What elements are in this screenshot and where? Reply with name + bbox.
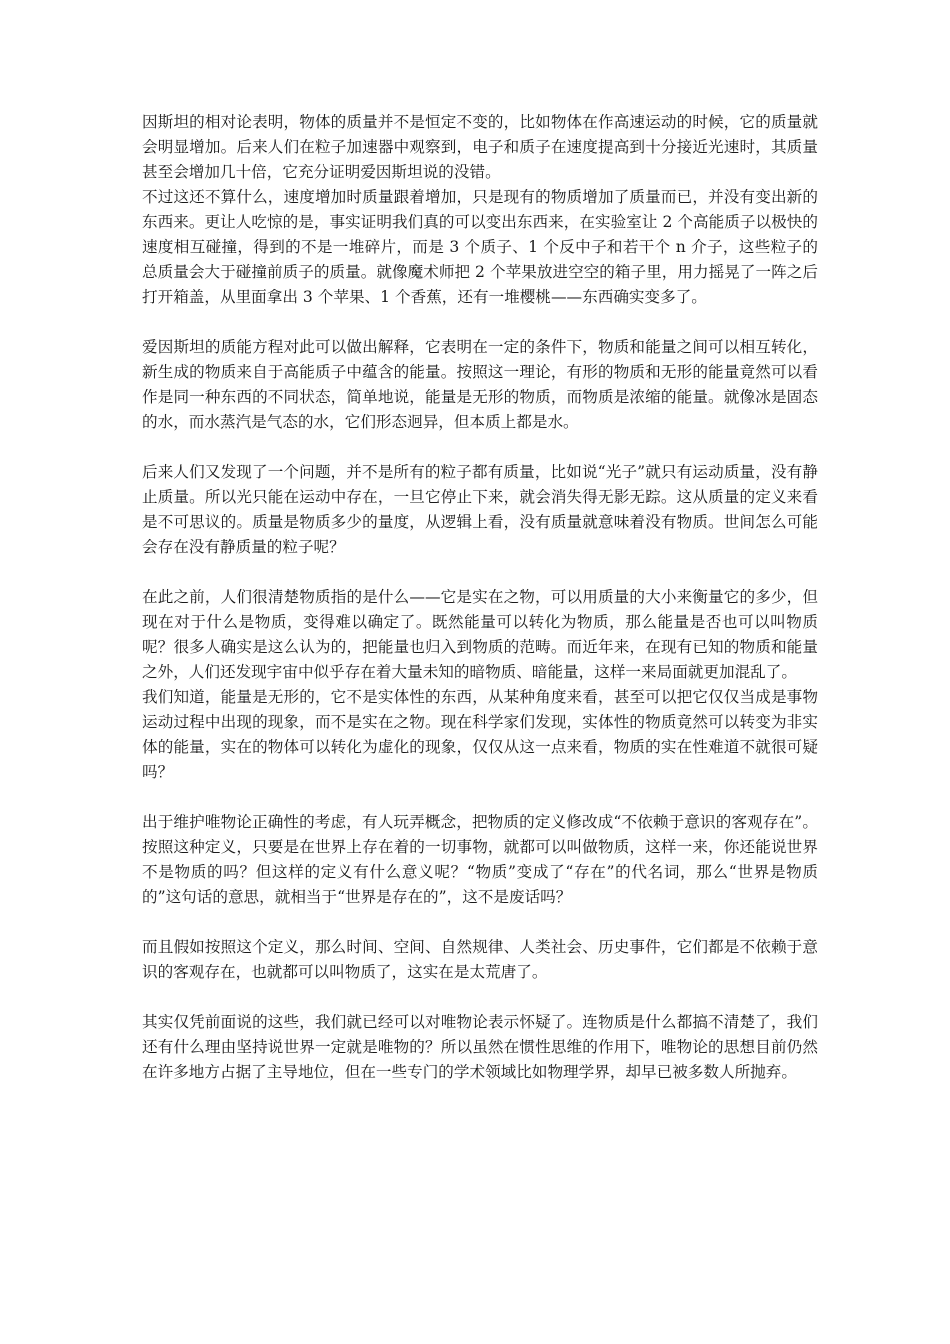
paragraph-spacer bbox=[142, 560, 818, 585]
paragraph-8: 而且假如按照这个定义，那么时间、空间、自然规律、人类社会、历史事件，它们都是不依赖于意识的客观存在，也就都可以叫物质了，这实在是太荒唐了。 bbox=[142, 938, 818, 981]
paragraph-spacer bbox=[142, 785, 818, 810]
paragraph-spacer bbox=[142, 910, 818, 935]
paragraph-6: 我们知道，能量是无形的，它不是实体性的东西，从某种角度来看，甚至可以把它仅仅当成是事物运动过程中出现的现象，而不是实在之物。现在科学家们发现，实体性的物质竟然可以转变为非实体的能量，实在的物体可以转化为虚化的现象，仅仅从这一点来看，物质的实在性难道不就很可疑吗？ bbox=[142, 688, 818, 781]
paragraph-spacer bbox=[142, 310, 818, 335]
paragraph-spacer bbox=[142, 435, 818, 460]
paragraph-3: 爱因斯坦的质能方程对此可以做出解释，它表明在一定的条件下，物质和能量之间可以相互转化，新生成的物质来自于高能质子中蕴含的能量。按照这一理论，有形的物质和无形的能量竟然可以看作是同一种东西的不同状态，简单地说，能量是无形的物质，而物质是浓缩的能量。就像冰是固态的水，而水蒸汽是气态的水，它们形态迥异，但本质上都是水。 bbox=[142, 338, 818, 431]
paragraph-4: 后来人们又发现了一个问题，并不是所有的粒子都有质量，比如说“光子”就只有运动质量，没有静止质量。所以光只能在运动中存在，一旦它停止下来，就会消失得无影无踪。这从质量的定义来看是不可思议的。质量是物质多少的量度，从逻辑上看，没有质量就意味着没有物质。世间怎么可能会存在没有静质量的粒子呢？ bbox=[142, 463, 818, 556]
paragraph-7: 出于维护唯物论正确性的考虑，有人玩弄概念，把物质的定义修改成“不依赖于意识的客观存在”。按照这种定义，只要是在世界上存在着的一切事物，就都可以叫做物质，这样一来，你还能说世界不是物质的吗？但这样的定义有什么意义呢？“物质”变成了“存在”的代名词，那么“世界是物质的”这句话的意思，就相当于“世界是存在的”，这不是废话吗？ bbox=[142, 813, 818, 906]
paragraph-9: 其实仅凭前面说的这些，我们就已经可以对唯物论表示怀疑了。连物质是什么都搞不清楚了，我们还有什么理由坚持说世界一定就是唯物的？所以虽然在惯性思维的作用下，唯物论的思想目前仍然在许多地方占据了主导地位，但在一些专门的学术领域比如物理学界，却早已被多数人所抛弃。 bbox=[142, 1013, 818, 1081]
paragraph-1: 因斯坦的相对论表明，物体的质量并不是恒定不变的，比如物体在作高速运动的时候，它的质量就会明显增加。后来人们在粒子加速器中观察到，电子和质子在速度提高到十分接近光速时，其质量甚至会增加几十倍，它充分证明爱因斯坦说的没错。 bbox=[142, 113, 818, 181]
article-body bbox=[142, 110, 818, 1085]
paragraph-5: 在此之前，人们很清楚物质指的是什么——它是实在之物，可以用质量的大小来衡量它的多少，但现在对于什么是物质，变得难以确定了。既然能量可以转化为物质，那么能量是否也可以叫物质呢？很多人确实是这么认为的，把能量也归入到物质的范畴。而近年来，在现有已知的物质和能量之外，人们还发现宇宙中似乎存在着大量未知的暗物质、暗能量，这样一来局面就更加混乱了。 bbox=[142, 588, 818, 681]
paragraph-2: 不过这还不算什么，速度增加时质量跟着增加，只是现有的物质增加了质量而已，并没有变出新的东西来。更让人吃惊的是，事实证明我们真的可以变出东西来，在实验室让 2 个高能质子以极快的速度相互碰撞，得到的不是一堆碎片，而是 3 个质子、1 个反中子和若干个 n 介子，这些粒子的总质量会大于碰撞前质子的质量。就像魔术师把 2 个苹果放进空空的箱子里，用力摇晃了一阵之后打开箱盖，从里面拿出 3 个苹果、1 个香蕉，还有一堆樱桃——东西确实变多了。 bbox=[142, 188, 818, 306]
paragraph-spacer bbox=[142, 985, 818, 1010]
